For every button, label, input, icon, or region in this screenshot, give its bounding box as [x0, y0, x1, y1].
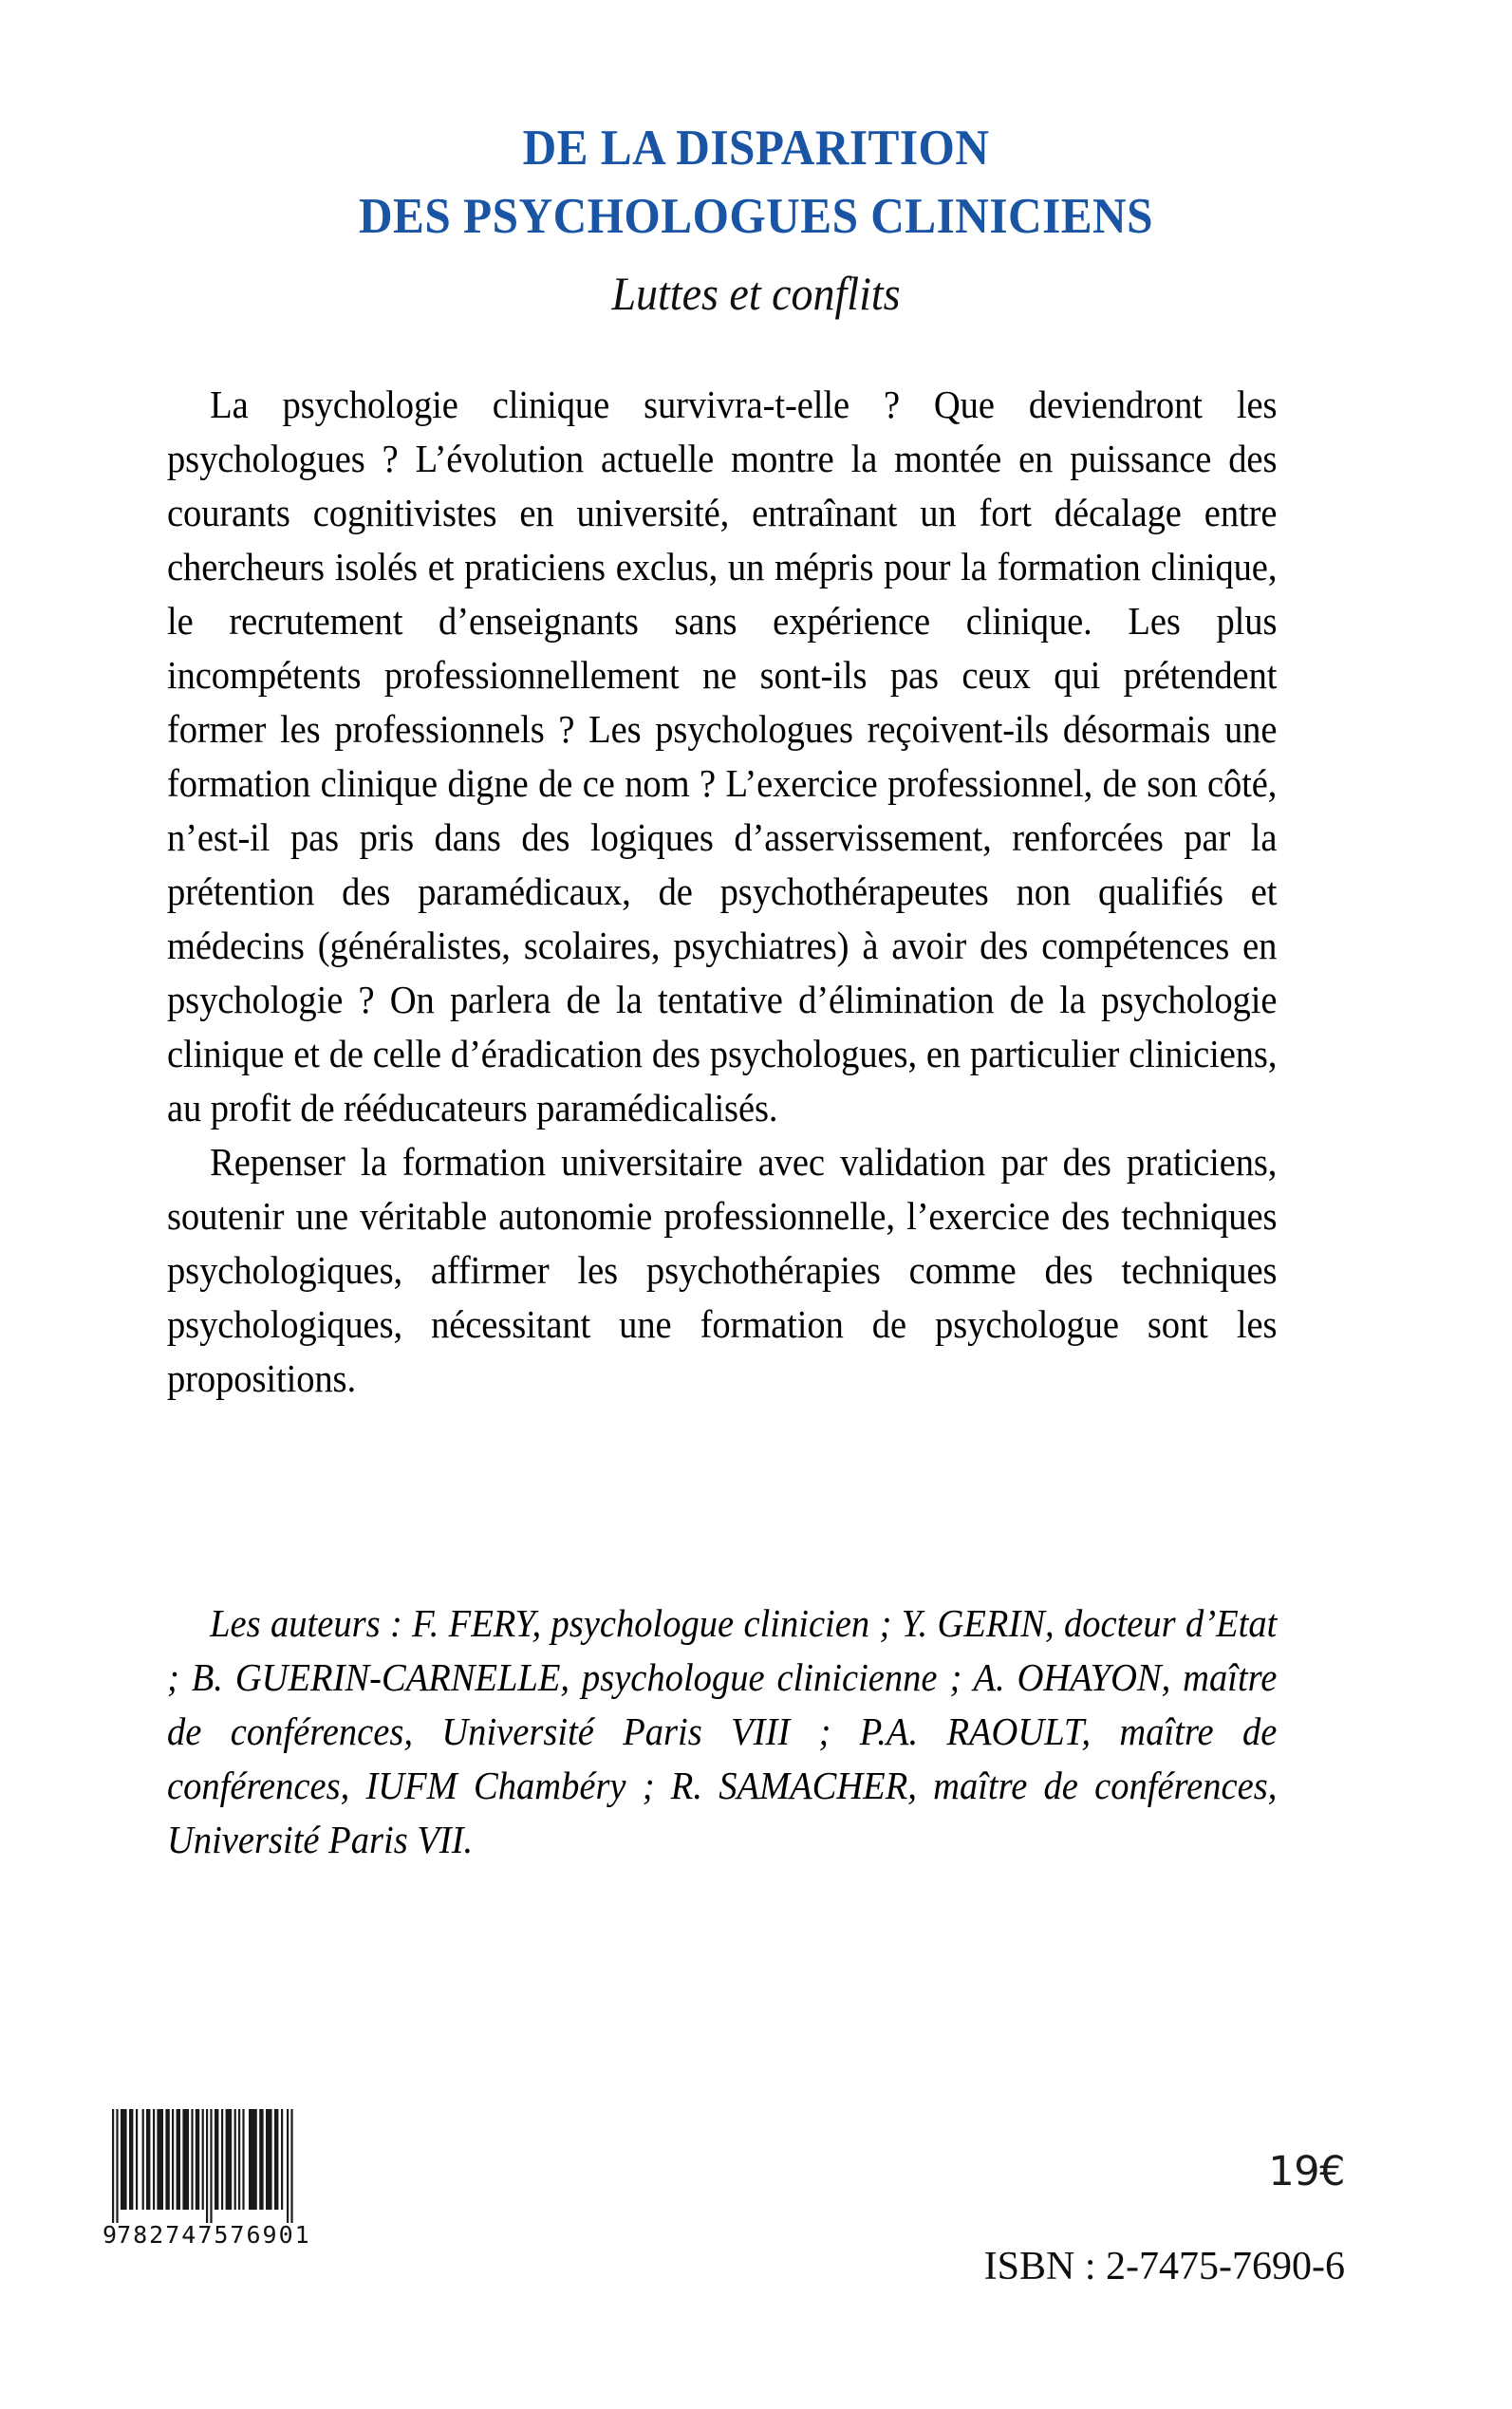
book-subtitle: Luttes et conflits — [611, 267, 901, 320]
price-label: 19€ — [1268, 2148, 1345, 2195]
barcode-bars-icon — [103, 2109, 300, 2223]
barcode-digits — [103, 2221, 311, 2250]
barcode-lead-digit: 9 — [103, 2221, 118, 2249]
isbn-label: ISBN : 2-7475-7690-6 — [983, 2245, 1345, 2288]
authors-list: Les auteurs : F. FERY, psychologue clinicien ; Y. GERIN, docteur d’Etat ; B. GUERIN-CARNELLE, psychologue clinicienne ; A. OHAYON, maître de conférences, Université Paris VIII ; P.A. RAOULT, maître de conférences, IUFM Chambéry ; R. SAMACHER, maître de conférences, Université Paris VII. — [167, 1601, 1278, 1861]
back-cover-blurb — [167, 378, 1277, 1406]
book-title-line-2: DES PSYCHOLOGUES CLINICIENS — [358, 189, 1153, 244]
blurb-paragraph-2: Repenser la formation universitaire avec validation par des praticiens, soutenir une véritable autonomie professionnelle, l’exercice des techniques psychologiques, affirmer les psychothérapies comme des techniques psychologiques, nécessitant une formation de psychologue sont les propositions. — [167, 1140, 1278, 1400]
book-title-line-1: DE LA DISPARITION — [522, 121, 990, 176]
authors-block — [167, 1597, 1277, 1867]
barcode-left-group: 782747 — [117, 2221, 215, 2249]
barcode — [103, 2109, 311, 2250]
barcode-right-group: 576901 — [214, 2221, 311, 2249]
blurb-paragraph-1: La psychologie clinique survivra-t-elle ? Que deviendront les psychologues ? L’évolution actuelle montre la montée en puissance des courants cognitivistes en université, entraînant un fort décalage entre chercheurs isolés et praticiens exclus, un mépris pour la formation clinique, le recrutement d’enseignants sans expérience clinique. Les plus incompétents professionnellement ne sont-ils pas ceux qui prétendent former les professionnels ? Les psychologues reçoivent-ils désormais une formation clinique digne de ce nom ? L’exercice professionnel, de son côté, n’est-il pas pris dans des logiques d’asservissement, renforcées par la prétention des paramédicaux, de psychothérapeutes non qualifiés et médecins (généralistes, scolaires, psychiatres) à avoir des compétences en psychologie ? On parlera de la tentative d’élimination de la psychologie clinique et de celle d’éradication des psychologues, en particulier cliniciens, au profit de rééducateurs paramédicalisés. — [167, 383, 1278, 1130]
title-block — [0, 114, 1512, 323]
